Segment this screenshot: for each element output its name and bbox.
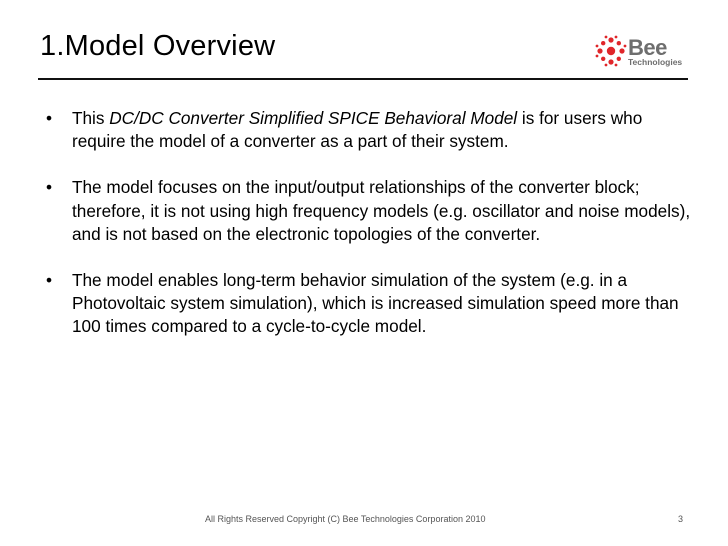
logo-subtitle: Technologies xyxy=(628,57,683,67)
bee-logo-star-icon xyxy=(594,34,628,68)
bullet-text-before: This xyxy=(72,108,110,128)
bullet-text-italic: DC/DC Converter Simplified SPICE Behavioral Model xyxy=(109,108,518,128)
bullet-list xyxy=(46,107,696,362)
bullet-text: The model enables long-term behavior simulation of the system (e.g. in a Photovoltaic system simulation), which is increased simulation speed more than 100 times compared to a cycle-to-cycle model. xyxy=(72,270,679,337)
logo-wordmark: Bee xyxy=(628,35,667,60)
bullet-text: The model focuses on the input/output relationships of the converter block; therefore, it is not using high frequency models (e.g. oscillator and noise models), and is not based on the electronic topologies of the converter. xyxy=(72,177,691,244)
bullet-item xyxy=(46,176,696,246)
bee-technologies-logo xyxy=(594,34,698,70)
bullet-dot: • xyxy=(46,177,53,198)
slide-title: 1.Model Overview xyxy=(40,30,276,62)
bullet-item xyxy=(46,269,696,339)
bullet-dot: • xyxy=(46,108,53,128)
page-number: 3 xyxy=(678,514,684,524)
bullet-text-after: is for users who require the model of a converter as a part of their system. xyxy=(72,108,643,152)
bullet-dot: • xyxy=(46,270,53,291)
bullet-item xyxy=(46,107,696,153)
footer-copyright: All Rights Reserved Copyright (C) Bee Technologies Corporation 2010 xyxy=(205,514,486,524)
title-divider xyxy=(38,78,688,80)
